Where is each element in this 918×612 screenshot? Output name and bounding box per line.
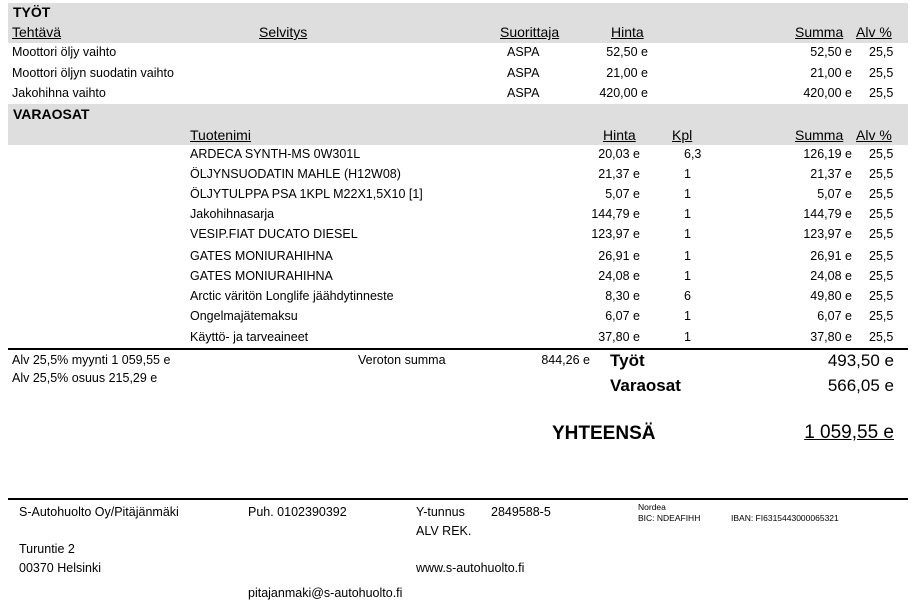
vat-sales: Alv 25,5% myynti 1 059,55 e xyxy=(12,353,171,367)
labor-sum: 52,50 e xyxy=(810,45,852,59)
parts-qty: 1 xyxy=(684,187,691,201)
parts-price: 6,07 e xyxy=(605,309,640,323)
parts-col-vat: Alv % xyxy=(856,127,892,143)
parts-sum: 126,19 e xyxy=(803,147,852,161)
parts-sum: 49,80 e xyxy=(810,289,852,303)
parts-qty: 1 xyxy=(684,330,691,344)
table-divider xyxy=(8,348,908,350)
parts-vat: 25,5 xyxy=(869,330,894,344)
labor-col-description: Selvitys xyxy=(259,24,308,40)
footer-website[interactable]: www.s-autohuolto.fi xyxy=(416,561,525,575)
labor-sum: 21,00 e xyxy=(810,66,852,80)
parts-vat: 25,5 xyxy=(869,289,894,303)
parts-vat: 25,5 xyxy=(869,269,894,283)
footer-ytunnus-value: 2849588-5 xyxy=(491,505,551,519)
labor-sum: 420,00 e xyxy=(803,86,852,100)
parts-col-qty: Kpl xyxy=(672,127,693,143)
parts-total-value: 566,05 e xyxy=(827,376,894,395)
vat-share: Alv 25,5% osuus 215,29 e xyxy=(12,371,158,385)
parts-vat: 25,5 xyxy=(869,227,894,241)
parts-sum: 5,07 e xyxy=(817,187,852,201)
labor-task: Jakohihna vaihto xyxy=(12,86,106,100)
footer-street: Turuntie 2 xyxy=(19,542,75,556)
parts-qty: 1 xyxy=(684,227,691,241)
footer-iban: IBAN: FI6315443000065321 xyxy=(731,513,839,523)
parts-price: 20,03 e xyxy=(598,147,640,161)
parts-qty: 1 xyxy=(684,269,691,283)
parts-price: 21,37 e xyxy=(598,167,640,181)
parts-price: 37,80 e xyxy=(598,330,640,344)
taxfree-label: Veroton summa xyxy=(358,353,446,367)
parts-name: ARDECA SYNTH-MS 0W301L xyxy=(190,147,361,161)
footer-city: 00370 Helsinki xyxy=(19,561,101,575)
parts-name: Käyttö- ja tarveaineet xyxy=(190,330,309,344)
labor-price: 21,00 e xyxy=(606,66,648,80)
footer-email: pitajanmaki@s-autohuolto.fi xyxy=(248,586,403,600)
footer-company: S-Autohuolto Oy/Pitäjänmäki xyxy=(19,505,179,519)
labor-section-title: TYÖT xyxy=(13,4,51,20)
labor-col-price: Hinta xyxy=(611,24,644,40)
parts-price: 24,08 e xyxy=(598,269,640,283)
labor-col-performer: Suorittaja xyxy=(500,24,560,40)
parts-header-band xyxy=(8,104,908,145)
labor-vat: 25,5 xyxy=(869,45,894,59)
parts-sum: 26,91 e xyxy=(810,249,852,263)
labor-performer: ASPA xyxy=(507,66,540,80)
labor-total-label: Työt xyxy=(610,351,645,370)
parts-price: 26,91 e xyxy=(598,249,640,263)
footer-ytunnus-label: Y-tunnus xyxy=(416,505,465,519)
parts-vat: 25,5 xyxy=(869,167,894,181)
labor-vat: 25,5 xyxy=(869,66,894,80)
labor-price: 52,50 e xyxy=(606,45,648,59)
labor-col-vat: Alv % xyxy=(856,24,892,40)
parts-name: ÖLJYTULPPA PSA 1KPL M22X1,5X10 [1] xyxy=(190,187,423,201)
grand-total-value: 1 059,55 e xyxy=(804,422,894,443)
footer-bank: Nordea xyxy=(638,502,666,512)
parts-sum: 21,37 e xyxy=(810,167,852,181)
footer-bic: BIC: NDEAFIHH xyxy=(638,513,701,523)
labor-total-value: 493,50 e xyxy=(827,351,894,370)
footer-divider xyxy=(8,498,908,500)
footer-phone: Puh. 0102390392 xyxy=(248,505,347,519)
parts-price: 123,97 e xyxy=(591,227,640,241)
parts-col-name: Tuotenimi xyxy=(190,127,251,143)
grand-total-label: YHTEENSÄ xyxy=(552,423,656,444)
parts-name: Arctic väritön Longlife jäähdytinneste xyxy=(190,289,394,303)
parts-col-sum: Summa xyxy=(795,127,844,143)
parts-sum: 37,80 e xyxy=(810,330,852,344)
labor-col-sum: Summa xyxy=(795,24,844,40)
parts-col-price: Hinta xyxy=(603,127,636,143)
labor-col-task: Tehtävä xyxy=(12,24,62,40)
taxfree-value: 844,26 e xyxy=(541,353,590,367)
parts-qty: 1 xyxy=(684,207,691,221)
parts-vat: 25,5 xyxy=(869,309,894,323)
parts-qty: 1 xyxy=(684,249,691,263)
footer-alv-reg: ALV REK. xyxy=(416,524,472,538)
parts-name: Ongelmajätemaksu xyxy=(190,309,298,323)
parts-name: GATES MONIURAHIHNA xyxy=(190,249,333,263)
parts-name: ÖLJYNSUODATIN MAHLE (H12W08) xyxy=(190,167,401,181)
parts-qty: 6,3 xyxy=(684,147,702,161)
parts-name: VESIP.FIAT DUCATO DIESEL xyxy=(190,227,358,241)
labor-task: Moottori öljyn suodatin vaihto xyxy=(12,66,174,80)
parts-name: GATES MONIURAHIHNA xyxy=(190,269,333,283)
parts-sum: 6,07 e xyxy=(817,309,852,323)
labor-vat: 25,5 xyxy=(869,86,894,100)
parts-sum: 144,79 e xyxy=(803,207,852,221)
parts-vat: 25,5 xyxy=(869,207,894,221)
parts-qty: 1 xyxy=(684,167,691,181)
labor-performer: ASPA xyxy=(507,45,540,59)
parts-qty: 6 xyxy=(684,289,691,303)
labor-header-band xyxy=(8,3,908,43)
parts-sum: 123,97 e xyxy=(803,227,852,241)
labor-price: 420,00 e xyxy=(599,86,648,100)
parts-price: 144,79 e xyxy=(591,207,640,221)
parts-total-label: Varaosat xyxy=(610,376,681,395)
parts-vat: 25,5 xyxy=(869,249,894,263)
parts-vat: 25,5 xyxy=(869,147,894,161)
parts-vat: 25,5 xyxy=(869,187,894,201)
parts-price: 5,07 e xyxy=(605,187,640,201)
labor-performer: ASPA xyxy=(507,86,540,100)
parts-name: Jakohihnasarja xyxy=(190,207,275,221)
parts-sum: 24,08 e xyxy=(810,269,852,283)
labor-task: Moottori öljy vaihto xyxy=(12,45,117,59)
parts-qty: 1 xyxy=(684,309,691,323)
parts-price: 8,30 e xyxy=(605,289,640,303)
parts-section-title: VARAOSAT xyxy=(13,106,90,122)
